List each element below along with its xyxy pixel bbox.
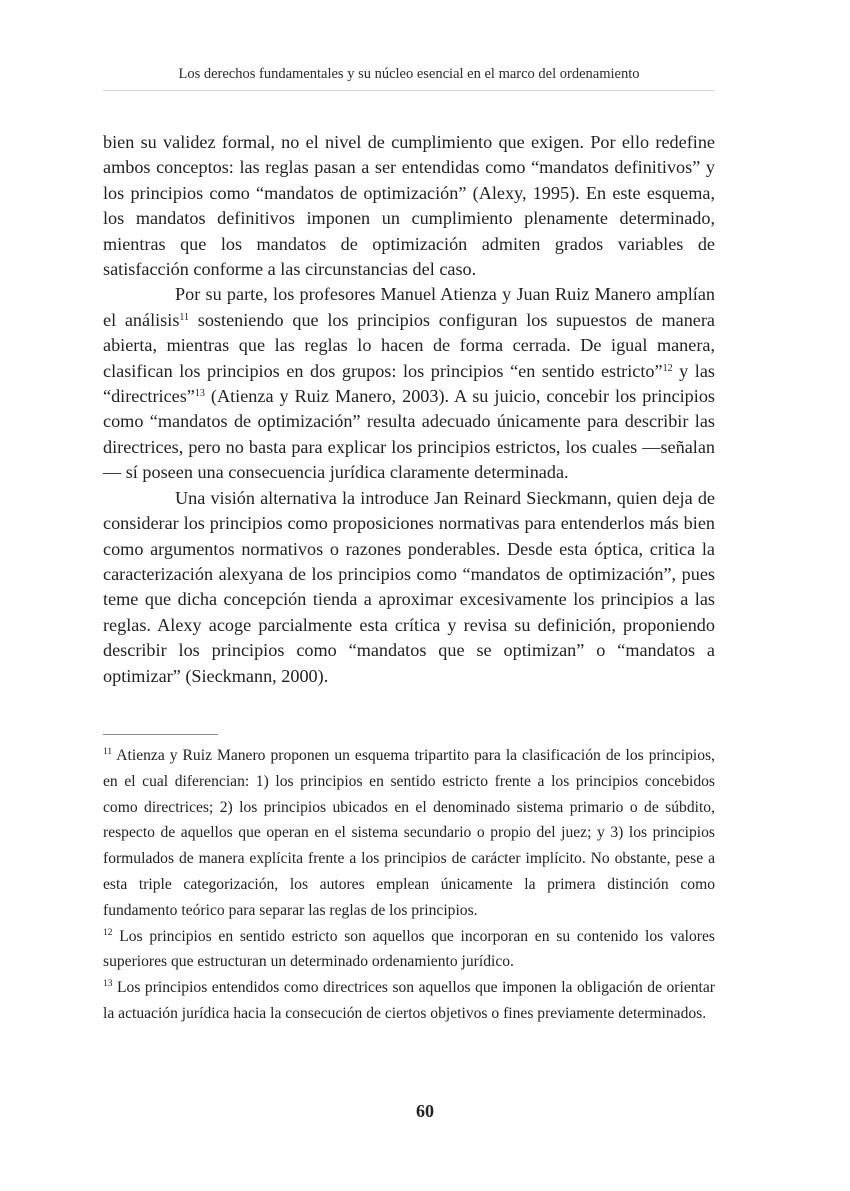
footnote-ref-13[interactable]: 13 — [194, 388, 205, 400]
paragraph-2-part-a: Por su parte, los profesores Manuel Atienza y Juan Ruiz Manero amplían el análisis — [103, 284, 715, 330]
paragraph-2 — [103, 282, 715, 485]
footnote-ref-11[interactable]: 11 — [179, 311, 190, 323]
paragraph-3: Una visión alternativa la introduce Jan Reinard Sieckmann, quien deja de considerar los principios como proposiciones normativas para entenderlos más bien como argumentos normativos o razones ponderables. Desde esta óptica, critica la caracterización alexyana de los principios como “mandatos de optimización”, pues teme que dicha concepción tienda a aproximar excesivamente los principios a las reglas. Alexy acoge parcialmente esta crítica y revisa su definición, proponiendo describir los principios como “mandatos que se optimizan” o “mandatos a optimizar” (Sieckmann, 2000). — [103, 487, 715, 686]
footnotes — [103, 743, 715, 1027]
footnote-number: 11 — [103, 747, 113, 757]
footnote-text: Los principios en sentido estricto son aquellos que incorporan en su contenido los valores superiores que estructuran un determinado ordenamiento jurídico. — [103, 927, 715, 971]
footnote-number: 12 — [103, 927, 113, 938]
paragraph-2-part-d: (Atienza y Ruiz Manero, 2003). A su juicio, concebir los principios como “mandatos de optimización” resulta adecuado únicamente para describir las directrices, pero no basta para explicar los principios estrictos, los cuales —señalan— sí poseen una consecuencia jurídica claramente determinada. — [103, 386, 715, 483]
footnote-13 — [103, 975, 715, 1027]
paragraph-1: bien su validez formal, no el nivel de cumplimiento que exigen. Por ello redefine ambos conceptos: las reglas pasan a ser entendidas como “mandatos definitivos” y los principios como “mandatos de optimización” (Alexy, 1995). En este esquema, los mandatos definitivos imponen un cumplimiento plenamente determinado, mientras que los mandatos de optimización admiten grados variables de satisfacción conforme a las circunstancias del caso. — [103, 132, 715, 280]
footnote-text: Atienza y Ruiz Manero proponen un esquema tripartito para la clasificación de los principios, en el cual diferencian: 1) los principios en sentido estricto frente a los principios concebidos como directrices; 2) los principios ubicados en el denominado sistema primario o de súbdito, respecto de aquellos que operan en el sistema secundario o propio del juez; y 3) los principios formulados de manera explícita frente a los principios de carácter implícito. No obstante, pese a esta triple categorización, los autores emplean únicamente la primera distinción como fundamento teórico para separar las reglas de los principios. — [103, 747, 715, 919]
footnote-ref-12[interactable]: 12 — [662, 362, 673, 374]
footnote-number: 13 — [103, 979, 113, 990]
paragraph-2-part-b: sosteniendo que los principios configuran los supuestos de manera abierta, mientras que las reglas lo hacen de forma cerrada. De igual manera, clasifican los principios en dos grupos: los principios “en sentido estricto” — [103, 309, 715, 381]
footnote-separator — [103, 734, 218, 735]
footnote-text: Los principios entendidos como directrices son aquellos que imponen la obligación de orientar la actuación jurídica hacia la consecución de ciertos objetivos o fines previamente determinados. — [103, 979, 715, 1022]
running-header: Los derechos fundamentales y su núcleo esencial en el marco del ordenamiento — [103, 66, 715, 91]
paragraph-2-part-c: y las “directrices” — [103, 360, 715, 407]
page-number: 60 — [416, 1101, 434, 1121]
footnote-11 — [103, 743, 715, 924]
footnote-12 — [103, 924, 715, 976]
main-text — [103, 130, 715, 689]
